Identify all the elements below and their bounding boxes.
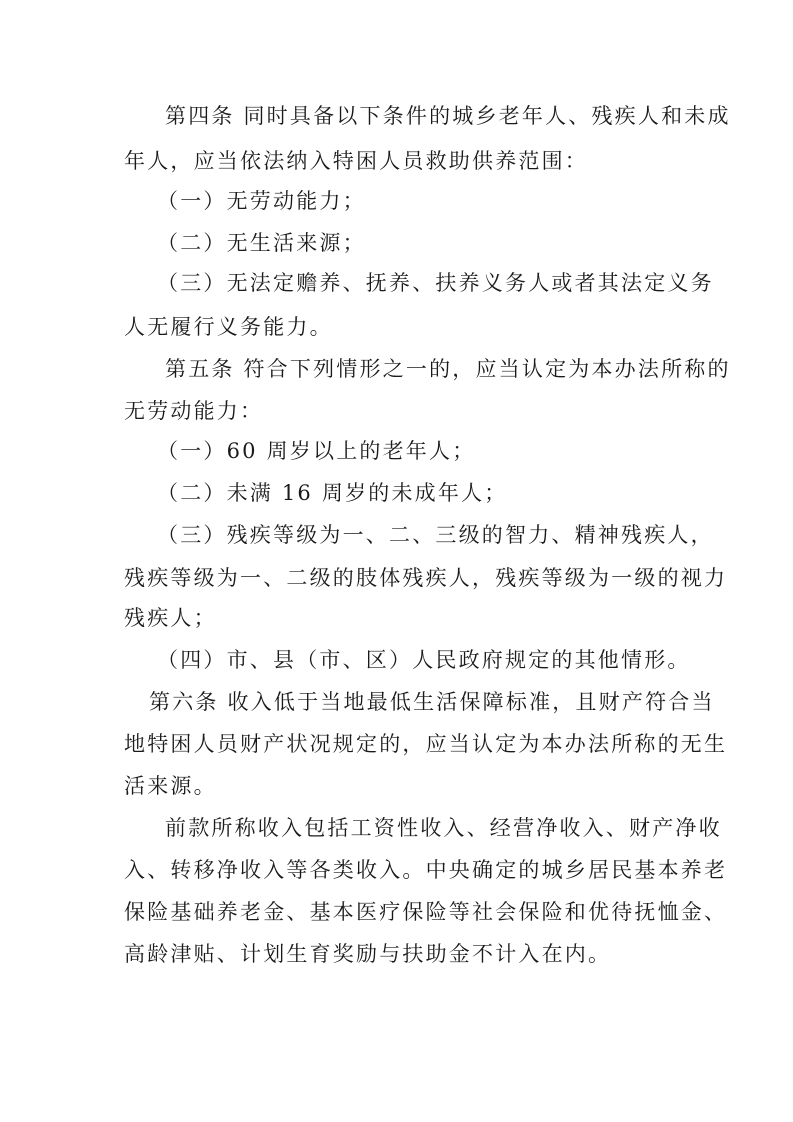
text-line: （三）无法定赡养、抚养、扶养义务人或者其法定义务 (157, 271, 714, 295)
text-line: 第五条 符合下列情形之一的，应当认定为本办法所称的 (165, 357, 731, 381)
text-line: 高龄津贴、计划生育奖励与扶助金不计入在内。 (124, 942, 612, 966)
text-line: 入、转移净收入等各类收入。中央确定的城乡居民基本养老 (124, 858, 728, 882)
text-line: （三）残疾等级为一、二、三级的智力、精神残疾人， (157, 523, 714, 547)
text-line: （四）市、县（市、区）人民政府规定的其他情形。 (157, 648, 691, 672)
text-line: 活来源。 (124, 774, 217, 798)
text-line: 保险基础养老金、基本医疗保险等社会保险和优待抚恤金、 (124, 900, 728, 924)
text-line: （二）无生活来源； (157, 231, 366, 255)
text-line: 第六条 收入低于当地最低生活保障标准，且财产符合当 (149, 690, 715, 714)
text-line: 地特困人员财产状况规定的，应当认定为本办法所称的无生 (124, 732, 728, 756)
text-line: 无劳动能力： (124, 399, 264, 423)
text-line: 第四条 同时具备以下条件的城乡老年人、残疾人和未成 (165, 104, 731, 128)
text-line: （二）未满 16 周岁的未成年人； (157, 481, 508, 505)
text-line: 前款所称收入包括工资性收入、经营净收入、财产净收 (165, 816, 722, 840)
text-line: （一）60 周岁以上的老年人； (157, 439, 476, 463)
text-line: 残疾等级为一、二级的肢体残疾人，残疾等级为一级的视力 (124, 566, 728, 590)
text-line: （一）无劳动能力； (157, 189, 366, 213)
text-line: 年人，应当依法纳入特困人员救助供养范围： (124, 149, 588, 173)
text-line: 人无履行义务能力。 (124, 315, 333, 339)
text-line: 残疾人； (124, 606, 217, 630)
